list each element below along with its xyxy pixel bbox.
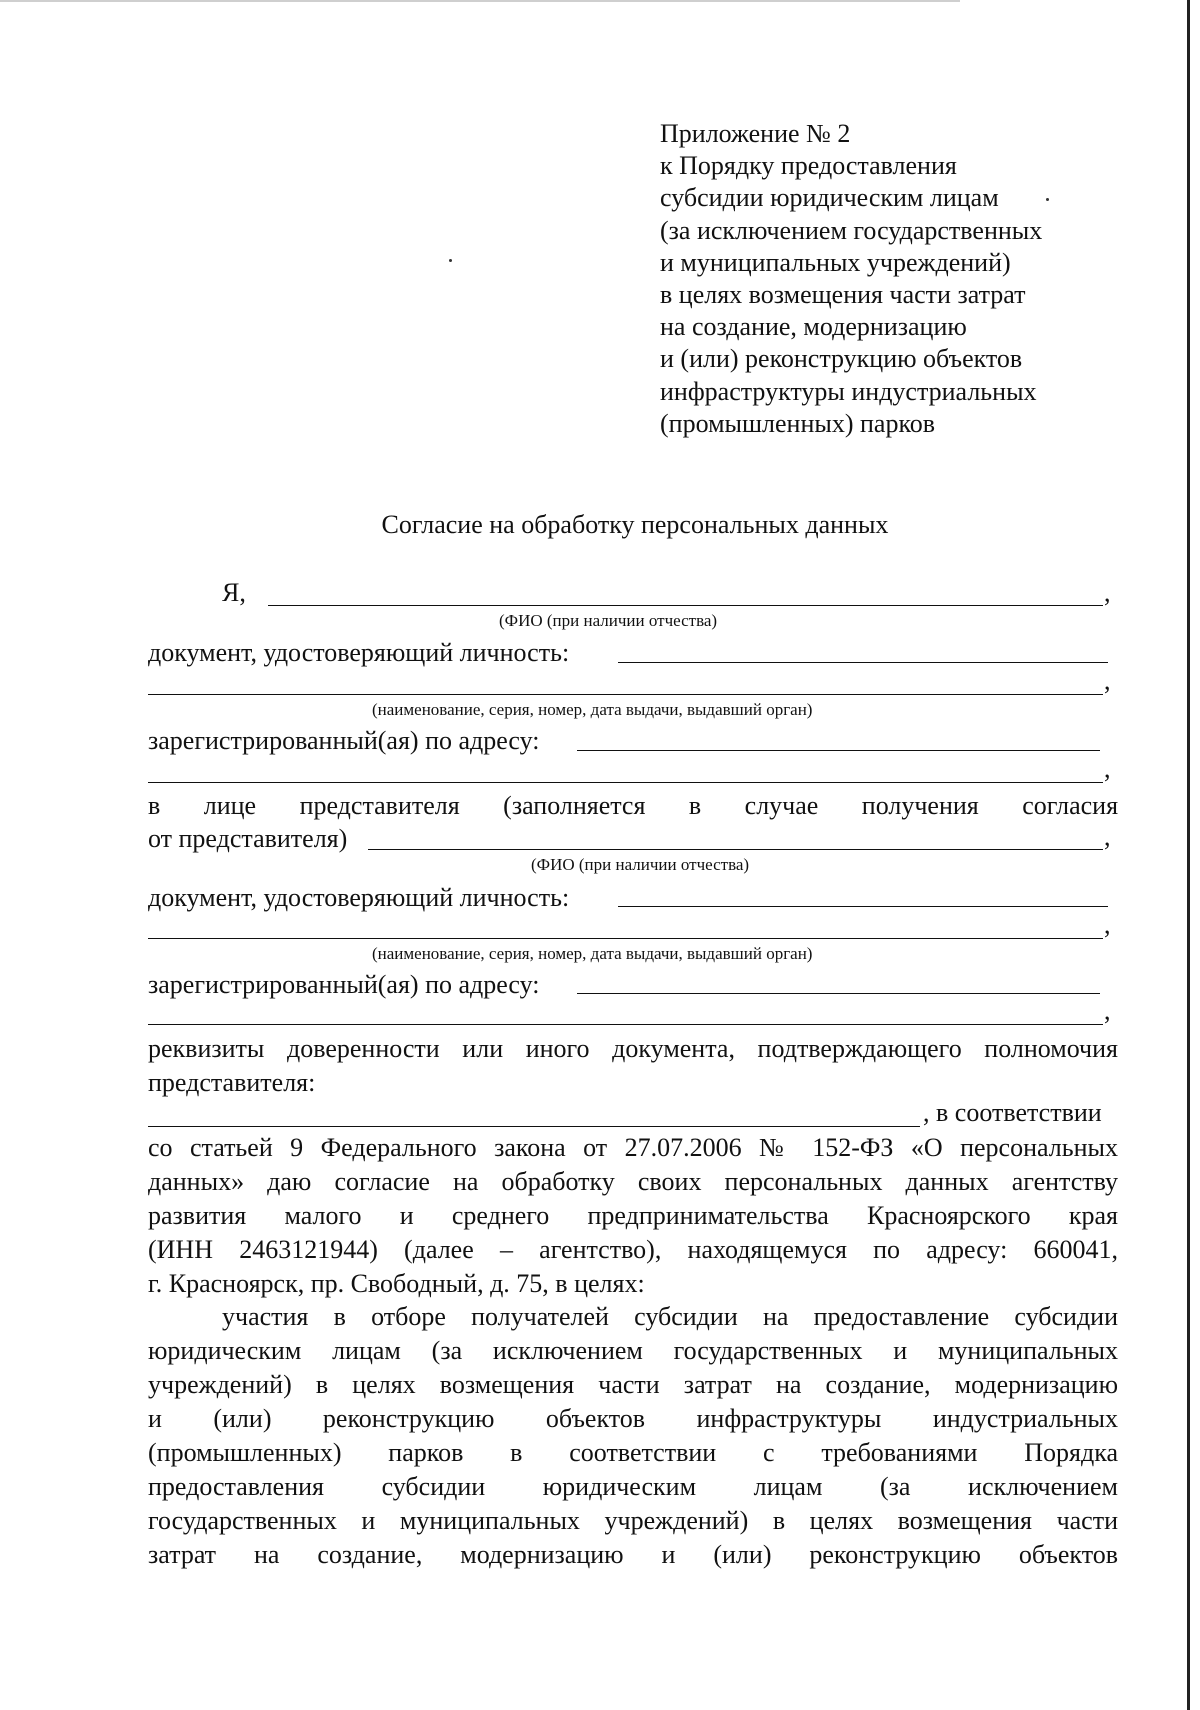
- requisites-line-2: представителя:: [148, 1068, 316, 1097]
- scan-speck: [1046, 198, 1049, 201]
- word: (заполняется: [503, 791, 646, 820]
- annex-line: на создание, модернизацию: [660, 312, 967, 342]
- annex-line: и муниципальных учреждений): [660, 247, 1011, 277]
- annex-line: инфраструктуры индустриальных: [660, 376, 1037, 406]
- in-accordance: , в соответствии: [923, 1098, 1102, 1127]
- doc-caption: (наименование, серия, номер, дата выдачи, выдавший орган): [372, 700, 813, 719]
- comma: ,: [1104, 754, 1111, 783]
- reg-field-line[interactable]: [577, 750, 1100, 751]
- paragraph-1-line: со статьей 9 Федерального закона от 27.07.2006 № 152-ФЗ «О персональных: [148, 1133, 1118, 1162]
- reg-label: зарегистрированный(ая) по адресу:: [148, 726, 540, 755]
- word: в: [688, 791, 702, 820]
- paragraph-2-line: (промышленных) парков в соответствии с требованиями Порядка: [148, 1438, 1118, 1467]
- scan-edge-top: [0, 0, 960, 2]
- paragraph-1-line: данных» даю согласие на обработку своих персональных данных агентству: [148, 1167, 1118, 1196]
- requisites-line-1: реквизиты доверенности или иного документа, подтверждающего полномочия: [148, 1034, 1118, 1063]
- rep-line-2: от представителя): [148, 824, 348, 853]
- i-prefix: Я,: [222, 578, 246, 607]
- paragraph-2-line: государственных и муниципальных учреждений) в целях возмещения части: [148, 1506, 1118, 1535]
- rep-fio-caption: (ФИО (при наличии отчества): [531, 855, 750, 874]
- rep-doc-caption: (наименование, серия, номер, дата выдачи, выдавший орган): [372, 944, 813, 963]
- scan-edge-right: [1187, 0, 1190, 1710]
- fio-caption: (ФИО (при наличии отчества): [499, 611, 718, 630]
- comma: ,: [1104, 666, 1111, 695]
- word: получения: [861, 791, 979, 820]
- paragraph-2-line: участия в отборе получателей субсидии на предоставление субсидии: [222, 1302, 1118, 1331]
- doc-label: документ, удостоверяющий личность:: [148, 638, 570, 667]
- rep-reg-field-line[interactable]: [577, 993, 1100, 994]
- requisites-field-line[interactable]: [148, 1126, 920, 1127]
- word: лице: [203, 791, 257, 820]
- paragraph-1-line: (ИНН 2463121944) (далее – агентство), находящемуся по адресу: 660041,: [148, 1235, 1118, 1264]
- annex-line: (промышленных) парков: [660, 408, 936, 438]
- representative-line: [148, 793, 1118, 819]
- paragraph-2-line: и (или) реконструкцию объектов инфраструктуры индустриальных: [148, 1404, 1118, 1433]
- rep-doc-field-line[interactable]: [618, 906, 1108, 907]
- comma: ,: [1104, 996, 1111, 1025]
- annex-line: в целях возмещения части затрат: [660, 280, 1026, 310]
- scan-speck: [449, 259, 452, 262]
- comma: ,: [1104, 822, 1111, 851]
- word: согласия: [1022, 791, 1119, 820]
- word: в: [148, 791, 161, 820]
- paragraph-1-last-line: г. Красноярск, пр. Свободный, д. 75, в целях:: [148, 1269, 645, 1298]
- annex-block: [660, 118, 1042, 440]
- fio-field-line[interactable]: [268, 605, 1103, 606]
- annex-line: Приложение № 2: [660, 119, 851, 148]
- word: случае: [744, 791, 819, 820]
- doc-field-line-2[interactable]: [148, 694, 1103, 695]
- reg-field-line-2[interactable]: [148, 782, 1103, 783]
- paragraph-1-line: развития малого и среднего предпринимательства Красноярского края: [148, 1201, 1118, 1230]
- annex-line: и (или) реконструкцию объектов: [660, 344, 1023, 374]
- doc-label-2: документ, удостоверяющий личность:: [148, 883, 570, 912]
- rep-fio-field-line[interactable]: [368, 849, 1103, 850]
- annex-line: к Порядку предоставления: [660, 151, 957, 181]
- comma: ,: [1104, 910, 1111, 939]
- doc-field-line[interactable]: [618, 662, 1108, 663]
- document-title: Согласие на обработку персональных данных: [381, 510, 889, 539]
- comma: ,: [1104, 578, 1111, 607]
- paragraph-2-line: затрат на создание, модернизацию и (или) реконструкцию объектов: [148, 1540, 1118, 1569]
- rep-reg-label: зарегистрированный(ая) по адресу:: [148, 970, 540, 999]
- rep-reg-field-line-2[interactable]: [148, 1024, 1103, 1025]
- paragraph-2-line: учреждений) в целях возмещения части затрат на создание, модернизацию: [148, 1370, 1118, 1399]
- paragraph-2-line: предоставления субсидии юридическим лицам (за исключением: [148, 1472, 1118, 1501]
- word: представителя: [299, 791, 460, 820]
- annex-line: (за исключением государственных: [660, 215, 1043, 245]
- paragraph-2-line: юридическим лицам (за исключением государственных и муниципальных: [148, 1336, 1118, 1365]
- annex-line: субсидии юридическим лицам: [660, 183, 999, 213]
- rep-doc-field-line-2[interactable]: [148, 938, 1103, 939]
